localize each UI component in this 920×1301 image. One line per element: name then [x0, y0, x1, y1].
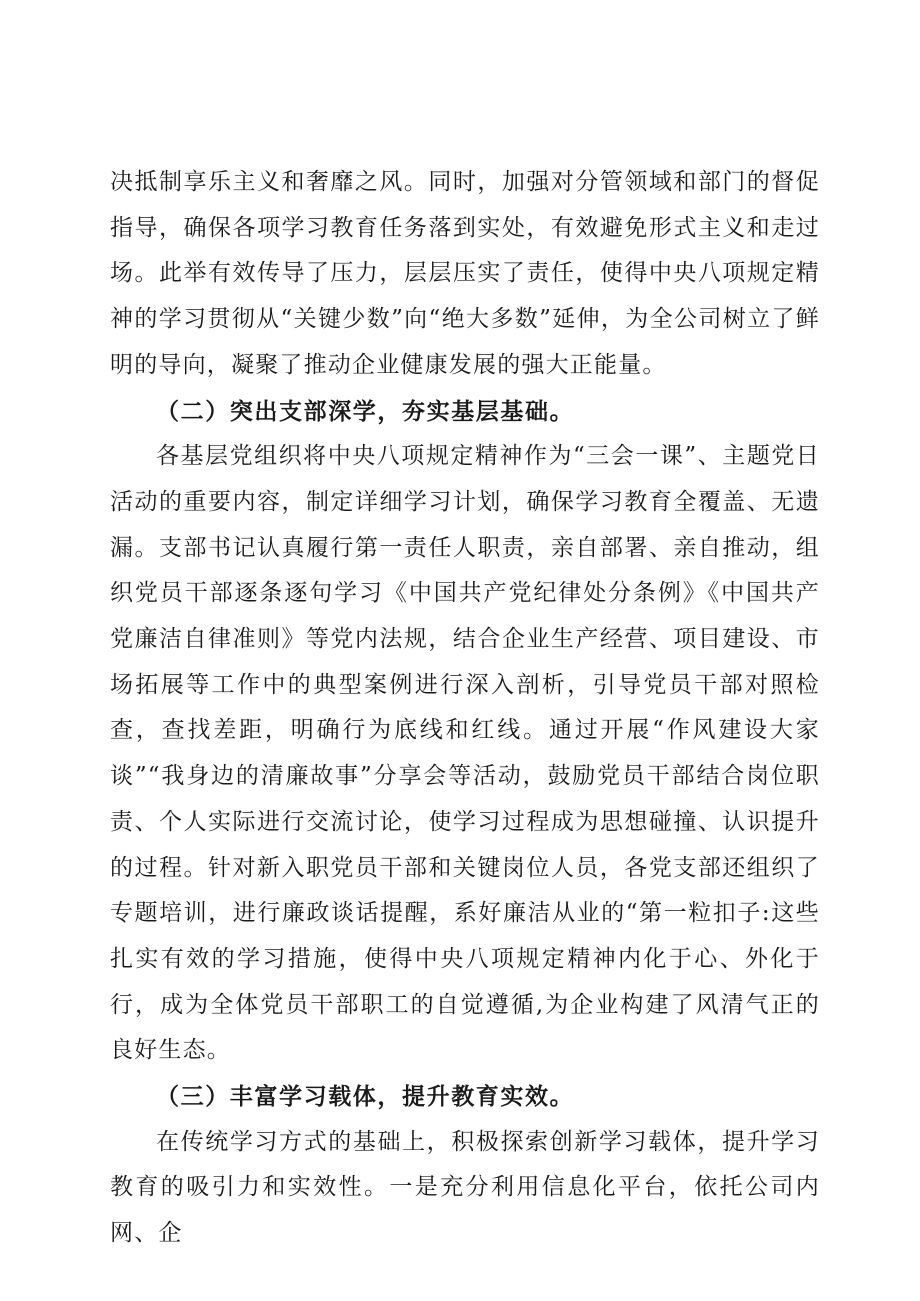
document-body [110, 160, 820, 1257]
paragraph-continuation: 决抵制享乐主义和奢靡之风。同时，加强对分管领域和部门的督促指导，确保各项学习教育任务落到实处，有效避免形式主义和走过场。此举有效传导了压力，层层压实了责任，使得中央八项规定精神的学习贯彻从“关键少数”向“绝大多数”延伸，为全公司树立了鲜明的导向，凝聚了推动企业健康发展的强大正能量。 [110, 169, 820, 378]
section-heading-3: （三）丰富学习载体，提升教育实效。 [156, 1083, 575, 1111]
section-heading-2: （二）突出支部深学，夯实基层基础。 [156, 397, 575, 425]
paragraph-branch-study: 各基层党组织将中央八项规定精神作为“三会一课”、主题党日活动的重要内容，制定详细学习计划，确保学习教育全覆盖、无遗漏。支部书记认真履行第一责任人职责，亲自部署、亲自推动，组织党员干部逐条逐句学习《中国共产党纪律处分条例》《中国共产党廉洁自律准则》等党内法规，结合企业生产经营、项目建设、市场拓展等工作中的典型案例进行深入剖析，引导党员干部对照检查，查找差距，明确行为底线和红线。通过开展“作风建设大家谈”“我身边的清廉故事”分享会等活动，鼓励党员干部结合岗位职责、个人实际进行交流讨论，使学习过程成为思想碰撞、认识提升的过程。针对新入职党员干部和关键岗位人员，各党支部还组织了专题培训，进行廉政谈话提醒，系好廉洁从业的“第一粒扣子:这些扎实有效的学习措施，使得中央八项规定精神内化于心、外化于行，成为全体党员干部职工的自觉遵循,为企业构建了风清气正的良好生态。 [110, 443, 820, 1064]
paragraph-learning-carriers: 在传统学习方式的基础上，积极探索创新学习载体，提升学习教育的吸引力和实效性。一是充分利用信息化平台，依托公司内网、企 [110, 1128, 820, 1247]
